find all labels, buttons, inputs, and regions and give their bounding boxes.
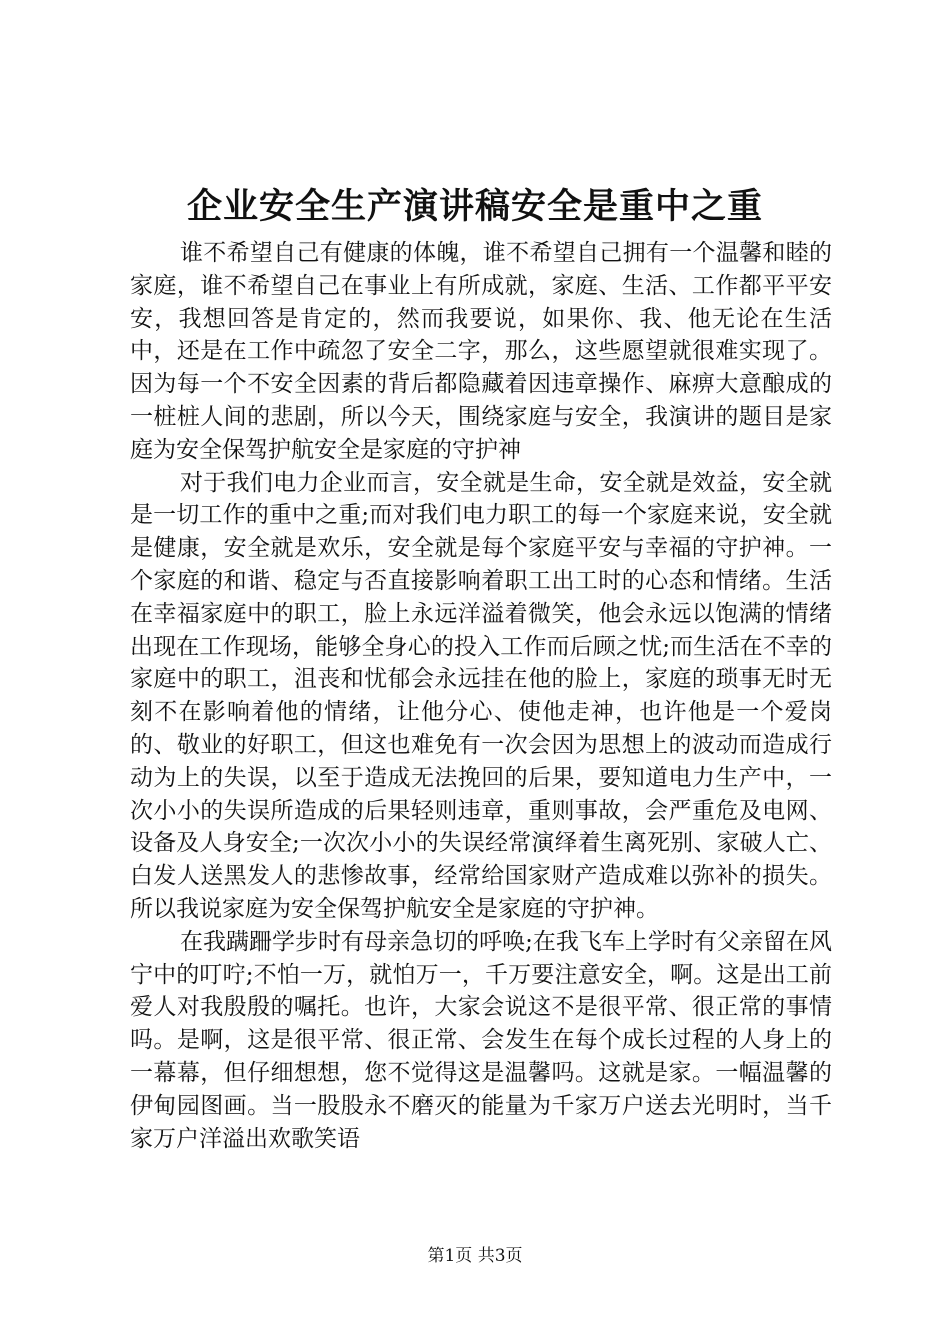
page-footer: 第1页 共3页 [427,1246,523,1266]
document-title: 企业安全生产演讲稿安全是重中之重 [186,186,763,227]
document-body [130,237,832,1155]
paragraph: 对于我们电力企业而言，安全就是生命，安全就是效益，安全就是一切工作的重中之重;而对我们电力职工的每一个家庭来说，安全就是健康，安全就是欢乐，安全就是每个家庭平安与幸福的守护神。一个家庭的和谐、稳定与否直接影响着职工出工时的心态和情绪。生活在幸福家庭中的职工，脸上永远洋溢着微笑，他会永远以饱满的情绪出现在工作现场，能够全身心的投入工作而后顾之忧;而生活在不幸的家庭中的职工，沮丧和忧郁会永远挂在他的脸上，家庭的琐事无时无刻不在影响着他的情绪，让他分心、使他走神，也许他是一个爱岗的、敬业的好职工，但这也难免有一次会因为思想上的波动而造成行动为上的失误，以至于造成无法挽回的后果，要知道电力生产中，一次小小的失误所造成的后果轻则违章，重则事故，会严重危及电网、设备及人身安全;一次次小小的失误经常演绎着生离死别、家破人亡、白发人送黑发人的悲惨故事，经常给国家财产造成难以弥补的损失。所以我说家庭为安全保驾护航安全是家庭的守护神。 [130,469,832,922]
paragraph: 在我蹒跚学步时有母亲急切的呼唤;在我飞车上学时有父亲留在风宁中的叮咛;不怕一万，就怕万一，千万要注意安全，啊。这是出工前爱人对我殷殷的嘱托。也许，大家会说这不是很平常、很正常的事情吗。是啊，这是很平常、很正常、会发生在每个成长过程的人身上的一幕幕，但仔细想想，您不觉得这是温馨吗。这就是家。一幅温馨的伊甸园图画。当一股股永不磨灭的能量为千家万户送去光明时，当千家万户洋溢出欢歌笑语 [130,928,832,1152]
paragraph: 谁不希望自己有健康的体魄，谁不希望自己拥有一个温馨和睦的家庭，谁不希望自己在事业上有所成就，家庭、生活、工作都平平安安，我想回答是肯定的，然而我要说，如果你、我、他无论在生活中，还是在工作中疏忽了安全二字，那么，这些愿望就很难实现了。因为每一个不安全因素的背后都隐藏着因违章操作、麻痹大意酿成的一桩桩人间的悲剧，所以今天，围绕家庭与安全，我演讲的题目是家庭为安全保驾护航安全是家庭的守护神 [130,240,832,463]
